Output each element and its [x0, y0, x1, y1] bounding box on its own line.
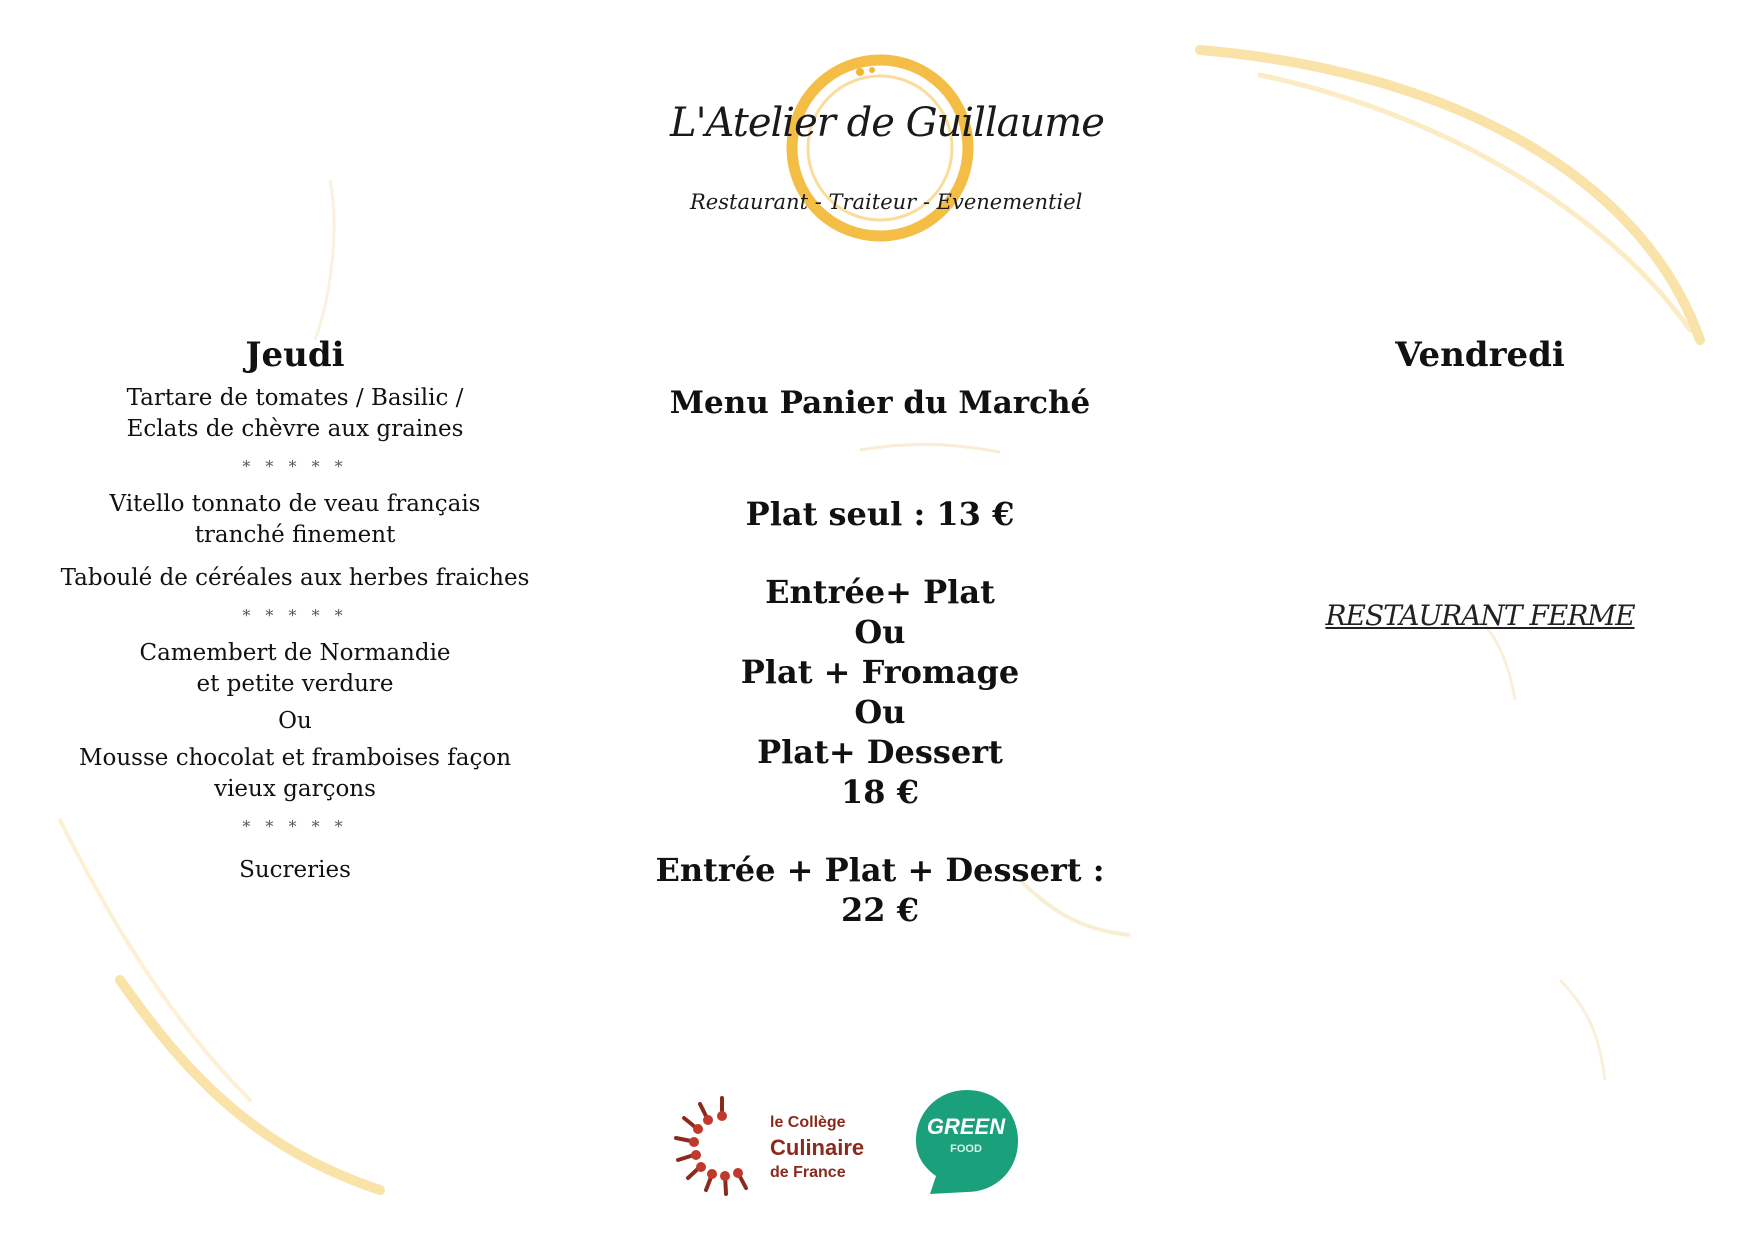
separator: * * * * *: [242, 817, 348, 836]
menu-title: Menu Panier du Marché: [669, 385, 1091, 421]
sweets: Sucreries: [239, 857, 351, 883]
college-culinaire-text: [770, 1110, 890, 1185]
menu-pricing: [630, 384, 1130, 930]
formula-entree-plat: Entrée+ Plat: [765, 573, 995, 611]
ccf-line-3: de France: [770, 1164, 846, 1181]
restaurant-closed-notice: RESTAURANT FERME: [1325, 599, 1635, 632]
formula-plat-fromage: Plat + Fromage: [740, 653, 1020, 691]
green-food-sub: FOOD: [950, 1143, 982, 1155]
price-full-menu: Entrée + Plat + Dessert : 22 €: [655, 851, 1105, 929]
thursday-heading: Jeudi: [245, 335, 345, 375]
green-food-text: [918, 1116, 1014, 1160]
dessert-line-2: vieux garçons: [214, 776, 376, 802]
logo-title: L'Atelier de Guillaume: [670, 100, 1104, 146]
ccf-line-1: le Collège: [770, 1114, 846, 1131]
restaurant-logo: [650, 30, 1110, 260]
separator: * * * * *: [242, 606, 348, 625]
ccf-line-2: Culinaire: [770, 1135, 865, 1160]
friday-menu: [1270, 335, 1690, 633]
green-food-name: GREEN: [926, 1114, 1006, 1139]
formula-price: 18 €: [841, 773, 919, 811]
friday-heading: Vendredi: [1395, 335, 1565, 375]
price-plat-seul: Plat seul : 13 €: [745, 495, 1015, 533]
main-course-1-line-2: tranché finement: [194, 522, 396, 548]
formula-or-1: Ou: [854, 613, 906, 651]
main-course-1-line-1: Vitello tonnato de veau français: [109, 491, 481, 517]
or-label: Ou: [278, 708, 312, 734]
starter-line-1: Tartare de tomates / Basilic /: [126, 385, 464, 411]
dessert-line-1: Mousse chocolat et framboises façon: [78, 745, 512, 771]
main-course-2: Taboulé de céréales aux herbes fraiches: [60, 565, 530, 591]
cheese-line-2: et petite verdure: [196, 671, 394, 697]
formula-plat-dessert: Plat+ Dessert: [757, 733, 1003, 771]
separator: * * * * *: [242, 457, 348, 476]
cheese-line-1: Camembert de Normandie: [139, 640, 451, 666]
thursday-menu: [30, 335, 560, 886]
starter-line-2: Eclats de chèvre aux graines: [126, 416, 464, 442]
logo-tagline: Restaurant - Traiteur - Evenementiel: [690, 190, 1083, 214]
formula-or-2: Ou: [854, 693, 906, 731]
